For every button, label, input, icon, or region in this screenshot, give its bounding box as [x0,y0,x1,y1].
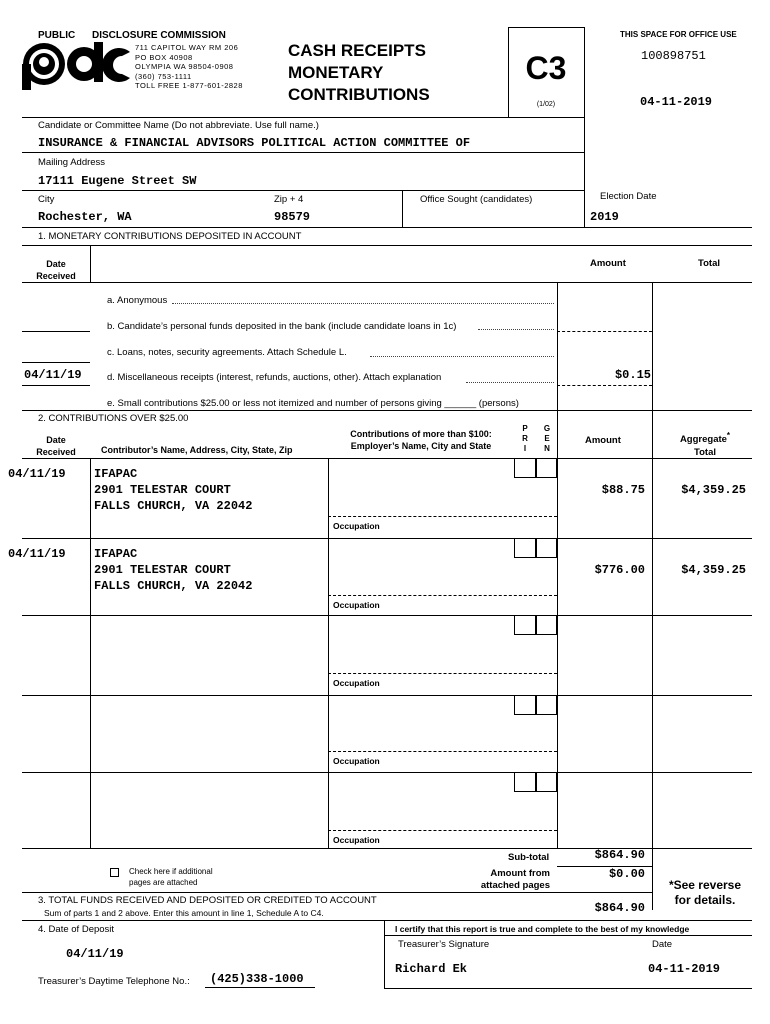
signature-date-label: Date [652,939,673,950]
deposit-date-label: 4. Date of Deposit [38,924,115,935]
treasurer-signature[interactable]: Richard Ek [395,962,468,976]
contributor-city-state[interactable]: FALLS CHURCH, VA 22042 [94,499,253,513]
see-reverse-note [655,878,755,908]
certification-statement: I certify that this report is true and complete to the best of my knowledge [395,924,690,934]
check-label-line: Check here if additional [129,867,213,876]
office-date: 04-11-2019 [640,95,713,109]
aggregate-header: Aggregate* Total [660,429,750,459]
deposit-date-value[interactable]: 04/11/19 [66,947,124,961]
total-funds-value[interactable]: $864.90 [594,901,645,915]
address-line: PO BOX 40908 [135,52,193,62]
general-checkbox[interactable] [536,772,557,792]
small-contributions-line: e. Small contributions $25.00 or less not itemized and number of persons giving ______ (persons) [107,398,519,409]
city-label: City [38,194,55,205]
form-title [288,40,430,106]
personal-funds-line: b. Candidate’s personal funds deposited in the bank (include candidate loans in 1c) [107,321,457,332]
form-title-line: CONTRIBUTIONS [288,85,430,104]
contributor-name[interactable]: IFAPAC [94,467,138,481]
signature-date-value[interactable]: 04-11-2019 [648,962,721,976]
pri-letter: P [522,424,528,433]
employer-header [328,428,514,452]
committee-name[interactable]: INSURANCE & FINANCIAL ADVISORS POLITICAL ACTION COMMITTEE OF [38,136,471,150]
section2-amount-header: Amount [585,435,621,446]
general-checkbox[interactable] [536,458,557,478]
gen-letter: N [544,444,550,453]
form-version: (1/02) [536,101,556,108]
zip-label: Zip + 4 [274,194,304,205]
occupation-label: Occupation [333,600,380,610]
contribution-amount[interactable]: $88.75 [601,483,645,497]
aggregate-total[interactable]: $4,359.25 [681,563,746,577]
contribution-date[interactable]: 04/11/19 [8,467,66,481]
see-reverse-line: for details. [674,893,736,907]
date-header-line: Date [46,259,66,269]
election-date-value[interactable]: 2019 [590,210,619,224]
section2-date-header [22,434,90,458]
election-date-label: Election Date [600,191,657,202]
address-line: 711 CAPITOL WAY RM 206 [135,43,239,52]
misc-receipts-date[interactable]: 04/11/19 [24,368,82,382]
treasurer-signature-label: Treasurer’s Signature [398,939,490,950]
section1-total-header: Total [698,258,720,269]
office-receipt-number: 100898751 [641,49,706,63]
employer-header-line: Employer’s Name, City and State [350,441,492,451]
pdc-logo [22,40,132,90]
agency-address [135,43,243,91]
contributor-name[interactable]: IFAPAC [94,547,138,561]
date-header-line: Received [36,447,76,457]
attached-label-line: Amount from [490,868,550,879]
agency-name-line1: PUBLIC [38,30,76,41]
pri-letter: R [522,434,528,443]
address-line: OLYMPIA WA 98504-0908 [135,62,234,71]
treasurer-phone-label: Treasurer’s Daytime Telephone No.: [38,976,190,987]
see-reverse-line: *See reverse [668,878,742,892]
form-title-line: MONETARY [288,63,384,82]
additional-pages-checkbox[interactable] [110,868,119,877]
attached-label-line: attached pages [480,880,550,891]
contribution-date[interactable]: 04/11/19 [8,547,66,561]
subtotal-label: Sub-total [508,852,550,863]
misc-receipts-amount[interactable]: $0.15 [614,368,651,382]
check-label-line: pages are attached [129,878,198,887]
date-header-line: Received [36,271,76,281]
anonymous-line: a. Anonymous [107,295,168,306]
contributor-street[interactable]: 2901 TELESTAR COURT [94,483,231,497]
office-use-label: THIS SPACE FOR OFFICE USE [620,30,737,39]
address-line: (360) 753-1111 [135,71,192,81]
occupation-label: Occupation [333,678,380,688]
zip-value[interactable]: 98579 [274,210,311,224]
general-checkbox[interactable] [536,538,557,558]
primary-checkbox[interactable] [514,538,536,558]
aggregate-total[interactable]: $4,359.25 [681,483,746,497]
additional-pages-label [129,866,213,888]
general-checkbox[interactable] [536,615,557,635]
total-funds-instruction: Sum of parts 1 and 2 above. Enter this amount in line 1, Schedule A to C4. [44,908,324,918]
treasurer-phone-value[interactable]: (425)338-1000 [210,972,304,986]
primary-checkbox[interactable] [514,615,536,635]
contributor-header: Contributor’s Name, Address, City, State, Zip [101,445,293,455]
occupation-label: Occupation [333,521,380,531]
primary-checkbox[interactable] [514,772,536,792]
agency-name-line2: DISCLOSURE COMMISSION [92,30,226,41]
mailing-address[interactable]: 17111 Eugene Street SW [38,174,197,188]
aggregate-header-line: Aggregate [679,434,727,446]
attached-pages-value[interactable]: $0.00 [608,867,645,881]
total-funds-label: 3. TOTAL FUNDS RECEIVED AND DEPOSITED OR CREDITED TO ACCOUNT [38,895,377,906]
form-title-line: CASH RECEIPTS [288,41,426,60]
mailing-address-label: Mailing Address [38,157,106,168]
contributor-street[interactable]: 2901 TELESTAR COURT [94,563,231,577]
section2-title: 2. CONTRIBUTIONS OVER $25.00 [38,413,189,424]
city-value[interactable]: Rochester, WA [38,210,132,224]
pri-letter: I [523,444,527,453]
misc-receipts-line: d. Miscellaneous receipts (interest, refunds, auctions, other). Attach explanation [107,372,442,383]
gen-letter: E [544,434,550,443]
committee-name-label: Candidate or Committee Name (Do not abbreviate. Use full name.) [38,120,319,131]
occupation-label: Occupation [333,756,380,766]
address-line: TOLL FREE 1-877-601-2828 [135,81,243,90]
subtotal-value[interactable]: $864.90 [594,848,645,862]
office-sought-label: Office Sought (candidates) [420,194,533,205]
contribution-amount[interactable]: $776.00 [594,563,645,577]
section1-title: 1. MONETARY CONTRIBUTIONS DEPOSITED IN ACCOUNT [38,231,302,242]
date-header-line: Date [46,435,66,445]
primary-checkbox[interactable] [514,458,536,478]
attached-pages-label [440,868,550,892]
aggregate-header-line: Total [694,447,716,459]
primary-checkbox[interactable] [514,695,536,715]
employer-header-line: Contributions of more than $100: [350,429,492,439]
form-code: C3 [525,50,567,86]
gen-letter: G [543,424,551,433]
primary-header [514,424,536,454]
general-checkbox[interactable] [536,695,557,715]
general-header [536,424,558,454]
section1-amount-header: Amount [590,258,626,269]
section1-date-header [22,258,90,282]
occupation-label: Occupation [333,835,380,845]
loans-line: c. Loans, notes, security agreements. Attach Schedule L. [107,347,347,358]
contributor-city-state[interactable]: FALLS CHURCH, VA 22042 [94,579,253,593]
